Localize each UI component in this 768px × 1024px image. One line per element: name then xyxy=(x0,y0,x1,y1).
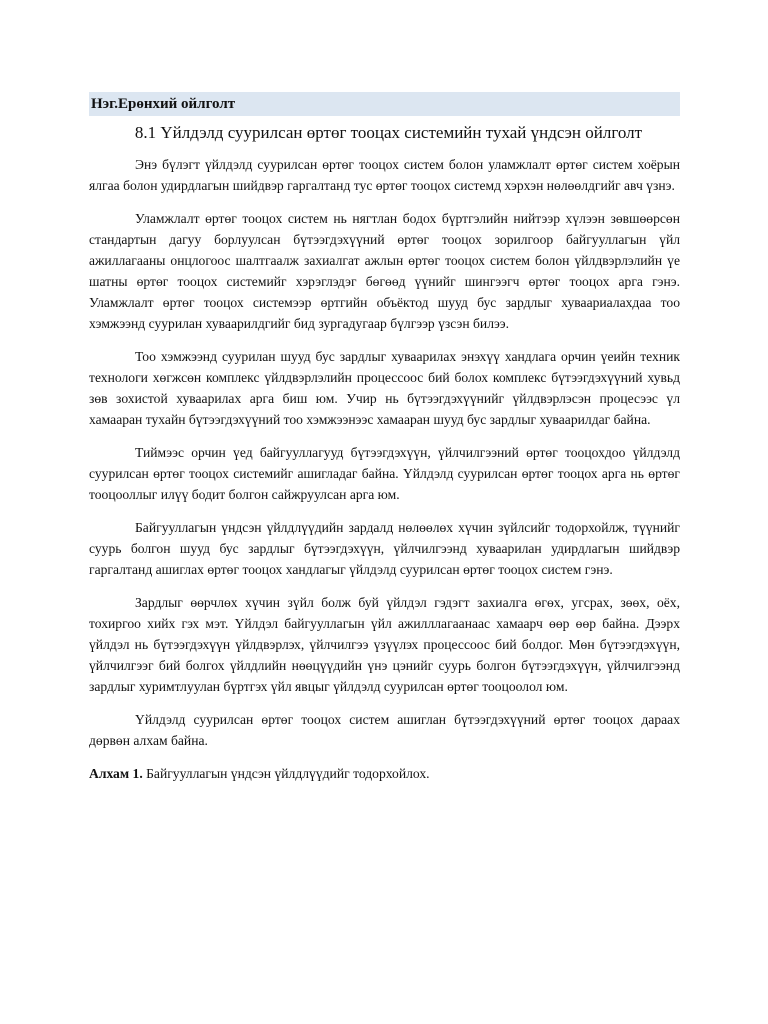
paragraph-4: Тиймээс орчин үед байгууллагууд бүтээгдэхүүн, үйлчилгээний өртөг тооцохдоо үйлдэлд суурилсан өртөг тооцох системийг ашигладаг байна. Үйлдэлд суурилсан өртөг тооцох арга нь өртөг тооцооллыг илүү бодит болгон сайжруулсан арга юм. xyxy=(89,445,680,502)
paragraph-7: Үйлдэлд суурилсан өртөг тооцох систем ашиглан бүтээгдэхүүний өртөг тооцох дараах дөрвөн алхам байна. xyxy=(89,712,680,748)
step-line xyxy=(89,763,680,784)
paragraph-1: Энэ бүлэгт үйлдэлд суурилсан өртөг тооцох систем болон уламжлалт өртөг систем хоёрын ялгаа болон удирдлагын шийдвэр гаргалтанд тус өртөг тооцох системд хэрхэн нөлөөлдгийг авч үзнэ. xyxy=(89,157,680,193)
paragraph-3: Тоо хэмжээнд суурилан шууд бус зардлыг хуваарилах энэхүү хандлага орчин үеийн техник технологи хөгжсөн комплекс үйлдвэрлэлийн процессоос бий болох комплекс бүтээгдэхүүний хувьд зөв зохистой хуваарилах арга биш юм. Учир нь бүтээгдэхүүнийг үйлдвэрлэсэн процесээс үл хамааран тухайн бүтээгдэхүүний тоо хэмжээнээс хамааран шууд бус зардлыг хуваарилдаг байна. xyxy=(89,349,680,427)
section-subtitle: 8.1 Үйлдэлд суурилсан өртөг тооцах системийн тухай үндсэн ойлголт xyxy=(134,123,643,142)
paragraph-2: Уламжлалт өртөг тооцох систем нь нягтлан бодох бүртгэлийн нийтээр хүлээн зөвшөөрсөн стандартын дагуу борлуулсан бүтээгдэхүүний өртөг тооцох зорилгоор байгууллагын үйл ажиллагааны онцлогоос шалтгаалж захиалгат ажлын өртөг тооцох систем болон үйлдвэрлэлийн үе шатны өртөг тооцох системийг хэрэглэдэг бөгөөд үүнийг шингээгч өртөг тооцох арга гэнэ. Уламжлалт өртөг тооцох системээр өртгийн объёктод шууд бус зардлыг хуваариалахдаа тоо хэмжээнд суурилан хуваарилдгийг бид зургадугаар бүлгээр үзсэн билээ. xyxy=(89,211,680,331)
paragraph-6: Зардлыг өөрчлөх хүчин зүйл болж буй үйлдэл гэдэгт захиалга өгөх, угсрах, зөөх, оёх, тохиргоо хийх гэх мэт. Үйлдэл байгууллагын үйл ажилллагаанаас хамаарч өөр өөр байна. Дээрх үйлдэл нь бүтээгдэхүүн үйлдвэрлэх, үйлчилгээ үзүүлэх процессоос бий болдог. Мөн бүтээгдэхүүн, үйлчилгээг бий болгох үйлдлийн нөөцүүдийн үнэ цэнийг суурь болгон бүтээгдэхүүн, үйлчилгээнд зардлыг хуримтлуулан бүртгэх үйл явцыг үйлдэлд суурилсан өртөг тооцоолол юм. xyxy=(89,595,680,694)
document-page xyxy=(89,92,680,784)
step-text: Байгууллагын үндсэн үйлдлүүдийг тодорхойлох. xyxy=(142,766,430,781)
section-heading: Нэг.Ерөнхий ойлголт xyxy=(89,92,680,116)
paragraph-5: Байгууллагын үндсэн үйлдлүүдийн зардалд нөлөөлөх хүчин зүйлсийг тодорхойлж, түүнийг суурь болгон шууд бус зардлыг бүтээгдэхүүн, үйлчилгээнд хуваарилан удирдлагын шийдвэр гаргалтанд ашиглах өртөг тооцох хандлагыг үйлдэлд суурилсан өртөг тооцох систем гэнэ. xyxy=(89,520,680,577)
step-label: Алхам 1. xyxy=(89,766,143,781)
